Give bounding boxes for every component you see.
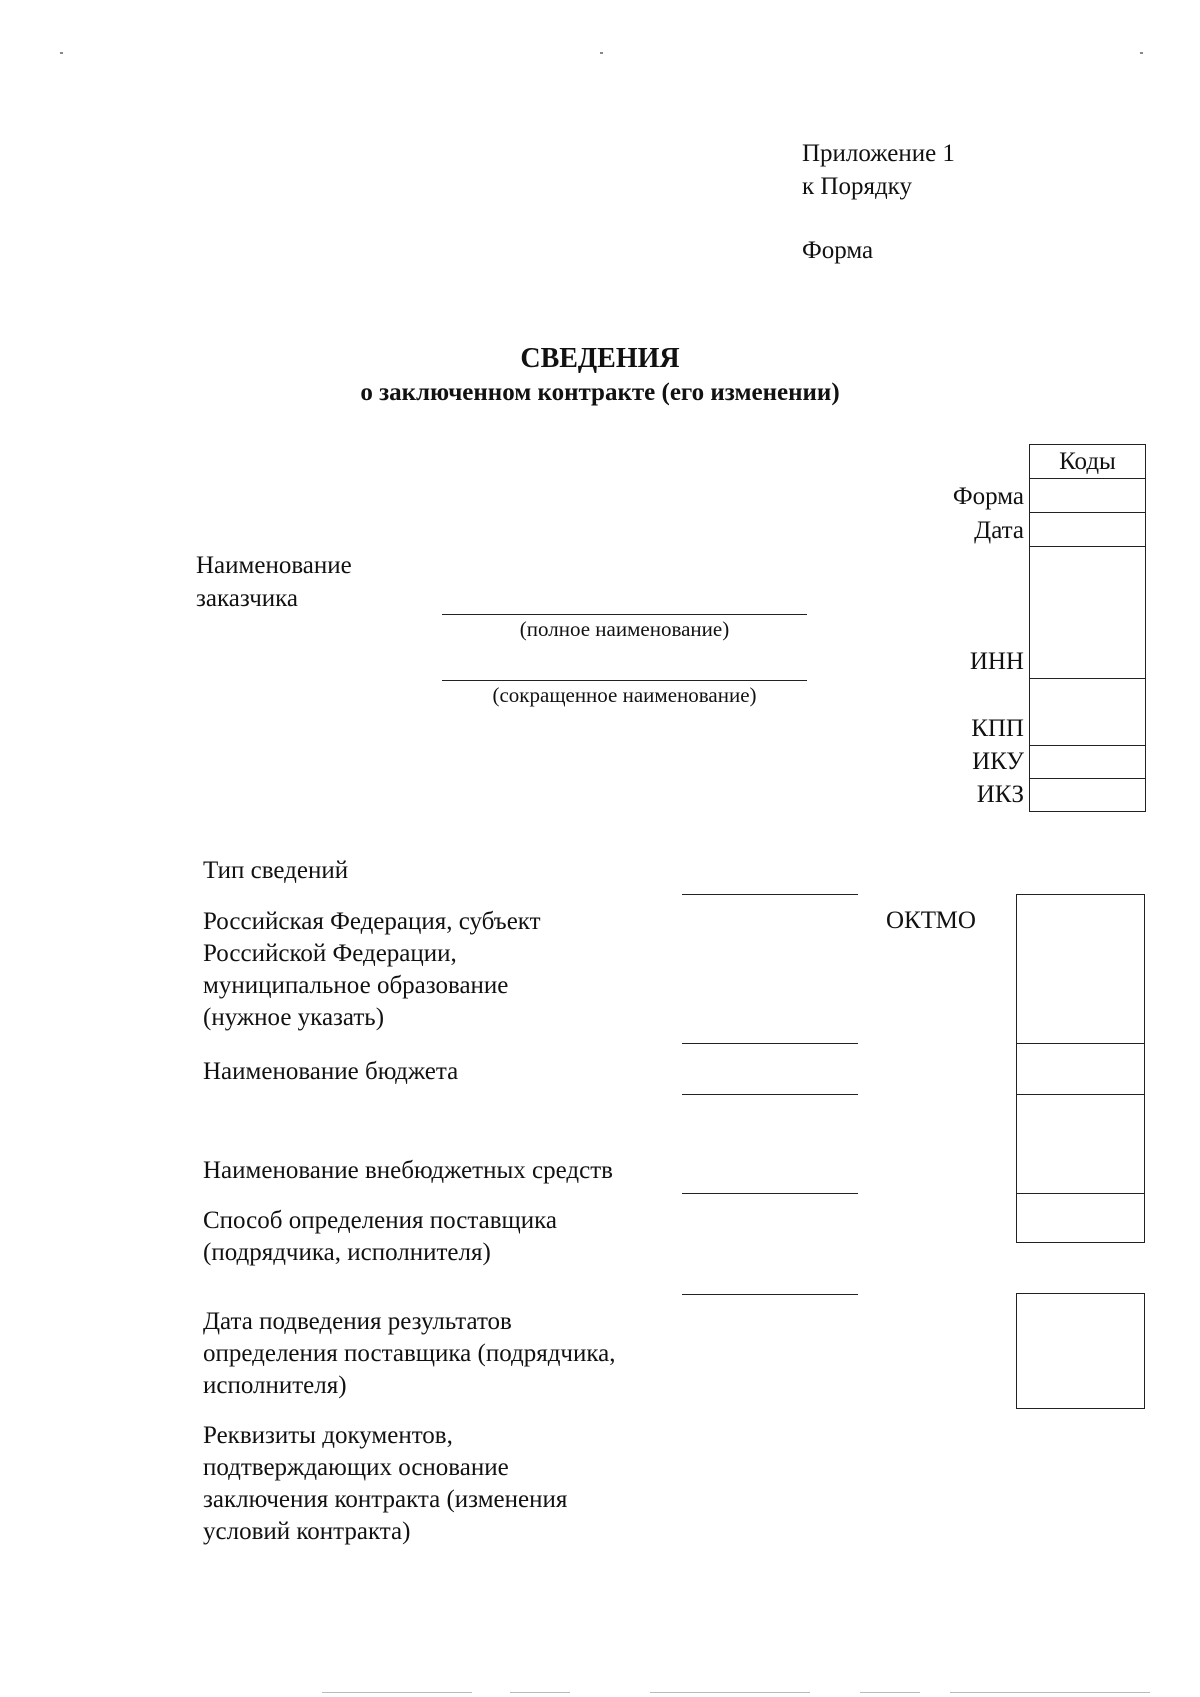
- order-label: к Порядку: [802, 173, 912, 200]
- codes-divider: [1029, 745, 1146, 746]
- full-name-caption: (полное наименование): [519, 617, 730, 641]
- documents-line-3: заключения контракта (изменения: [203, 1486, 568, 1513]
- scan-line: [860, 1692, 920, 1693]
- oktmo-code-box[interactable]: [1016, 894, 1145, 1243]
- results-date-line-1: Дата подведения результатов: [203, 1308, 512, 1335]
- results-date-line-2: определения поставщика (подрядчика,: [203, 1340, 616, 1367]
- scan-speck: [600, 52, 603, 54]
- scan-line: [950, 1692, 1150, 1693]
- results-date-label: [203, 1306, 616, 1402]
- codes-divider: [1029, 546, 1146, 547]
- codes-label-ikz: ИКЗ: [976, 781, 1024, 808]
- codes-label-inn: ИНН: [969, 648, 1024, 675]
- appendix-label: Приложение 1: [802, 140, 955, 167]
- customer-label-line2: заказчика: [196, 585, 299, 612]
- document-subtitle: о заключенном контракте (его изменении): [360, 379, 840, 406]
- codes-divider: [1029, 778, 1146, 779]
- codes-label-kpp: КПП: [971, 715, 1024, 742]
- documents-line-4: условий контракта): [203, 1518, 411, 1545]
- budget-name-line[interactable]: [682, 1094, 858, 1095]
- codes-label-date: Дата: [974, 517, 1024, 544]
- supplier-method-line-2: (подрядчика, исполнителя): [203, 1239, 491, 1266]
- territory-line-1: Российская Федерация, субъект: [203, 908, 541, 935]
- scan-speck: [1140, 52, 1143, 54]
- short-name-caption: (сокращенное наименование): [492, 683, 757, 707]
- territory-label: [203, 906, 541, 1034]
- territory-line-3: муниципальное образование: [203, 972, 509, 999]
- codes-divider: [1029, 678, 1146, 679]
- scan-line: [510, 1692, 570, 1693]
- codes-label-iku: ИКУ: [972, 748, 1024, 775]
- territory-line[interactable]: [682, 1043, 858, 1044]
- documents-label: [203, 1420, 567, 1548]
- results-date-code-box[interactable]: [1016, 1293, 1145, 1409]
- scan-line: [322, 1692, 472, 1693]
- document-title: СВЕДЕНИЯ: [520, 343, 680, 374]
- supplier-method-line[interactable]: [682, 1294, 858, 1295]
- full-name-line[interactable]: [442, 614, 807, 615]
- oktmo-divider: [1016, 1094, 1145, 1095]
- codes-label-form: Форма: [952, 483, 1024, 510]
- documents-line-1: Реквизиты документов,: [203, 1422, 453, 1449]
- extrabudget-name-label: Наименование внебюджетных средств: [203, 1157, 613, 1184]
- oktmo-divider: [1016, 1193, 1145, 1194]
- type-of-info-label: Тип сведений: [203, 857, 349, 884]
- scan-line: [650, 1692, 810, 1693]
- codes-divider: [1029, 478, 1146, 479]
- short-name-line[interactable]: [442, 680, 807, 681]
- supplier-method-line-1: Способ определения поставщика: [203, 1207, 558, 1234]
- territory-line-2: Российской Федерации,: [203, 940, 457, 967]
- codes-table: [1029, 444, 1146, 812]
- type-of-info-line[interactable]: [682, 894, 858, 895]
- documents-line-2: подтверждающих основание: [203, 1454, 509, 1481]
- budget-name-label: Наименование бюджета: [203, 1058, 459, 1085]
- oktmo-label: ОКТМО: [886, 907, 976, 934]
- codes-header: Коды: [1059, 448, 1116, 475]
- form-label: Форма: [802, 237, 874, 264]
- scan-speck: [60, 52, 63, 54]
- codes-divider: [1029, 512, 1146, 513]
- territory-line-4: (нужное указать): [203, 1004, 385, 1031]
- supplier-method-label: [203, 1205, 557, 1269]
- extrabudget-name-line[interactable]: [682, 1193, 858, 1194]
- oktmo-divider: [1016, 1043, 1145, 1044]
- results-date-line-3: исполнителя): [203, 1372, 347, 1399]
- customer-label-line1: Наименование: [196, 552, 352, 579]
